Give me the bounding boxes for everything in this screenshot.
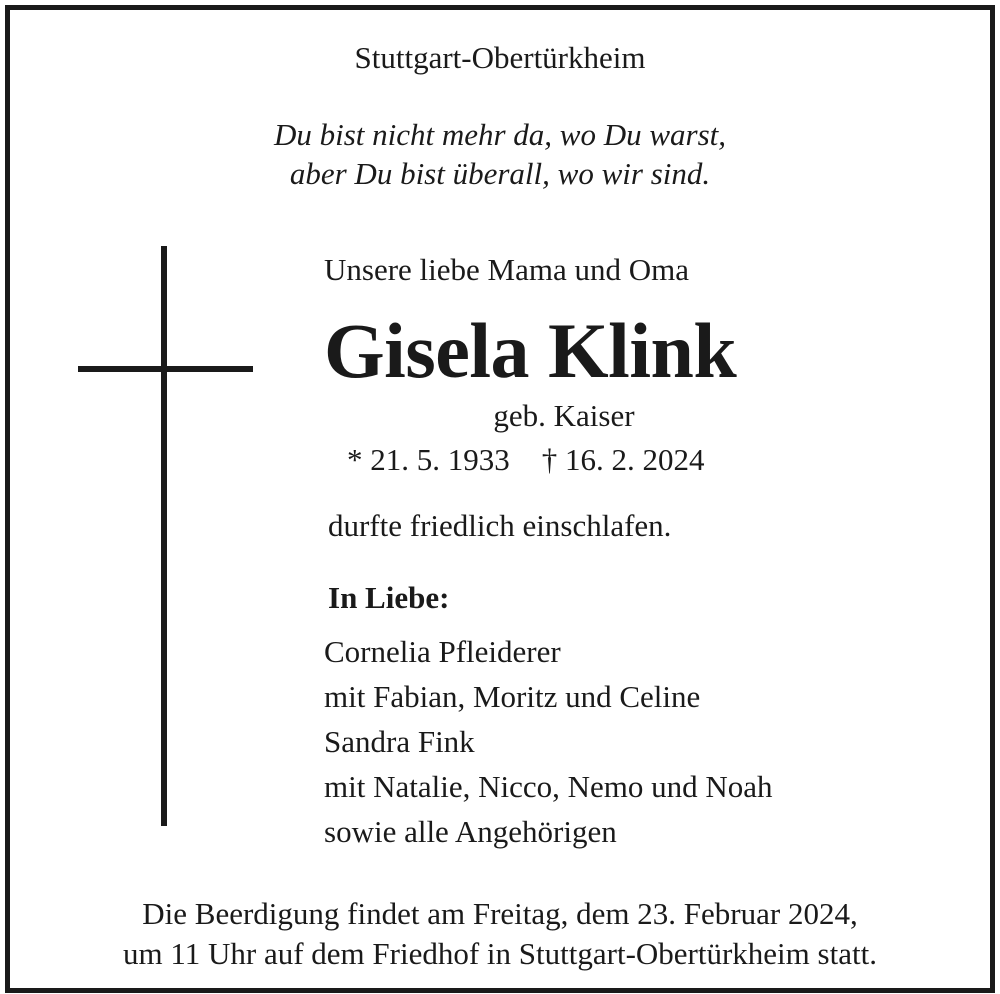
mourners-list	[324, 629, 773, 854]
mourners-heading: In Liebe:	[328, 580, 450, 615]
deceased-name: Gisela Klink	[324, 307, 737, 394]
place-name: Stuttgart-Obertürkheim	[354, 40, 646, 75]
death-date: † 16. 2. 2024	[541, 442, 705, 477]
funeral-info	[10, 894, 990, 974]
cross-icon	[78, 246, 253, 826]
funeral-line-2: um 11 Uhr auf dem Friedhof in Stuttgart-Obertürkheim statt.	[123, 936, 877, 971]
passing-text: durfte friedlich einschlafen.	[328, 508, 672, 543]
birth-date: * 21. 5. 1933	[347, 442, 510, 477]
cross-vertical-bar	[161, 246, 167, 826]
mourner-line: Sandra Fink	[324, 724, 475, 759]
birth-name: geb. Kaiser	[493, 398, 635, 433]
cross-horizontal-bar	[78, 366, 253, 372]
obituary-notice	[5, 5, 995, 993]
mourner-line: Cornelia Pfleiderer	[324, 634, 561, 669]
memorial-quote	[10, 115, 990, 193]
life-dates	[347, 442, 705, 478]
mourner-line: mit Natalie, Nicco, Nemo und Noah	[324, 769, 773, 804]
intro-text: Unsere liebe Mama und Oma	[324, 252, 689, 287]
quote-line-1: Du bist nicht mehr da, wo Du warst,	[273, 117, 727, 152]
funeral-line-1: Die Beerdigung findet am Freitag, dem 23. Februar 2024,	[142, 896, 858, 931]
mourner-line: mit Fabian, Moritz und Celine	[324, 679, 701, 714]
mourner-line: sowie alle Angehörigen	[324, 814, 617, 849]
quote-line-2: aber Du bist überall, wo wir sind.	[289, 156, 711, 191]
